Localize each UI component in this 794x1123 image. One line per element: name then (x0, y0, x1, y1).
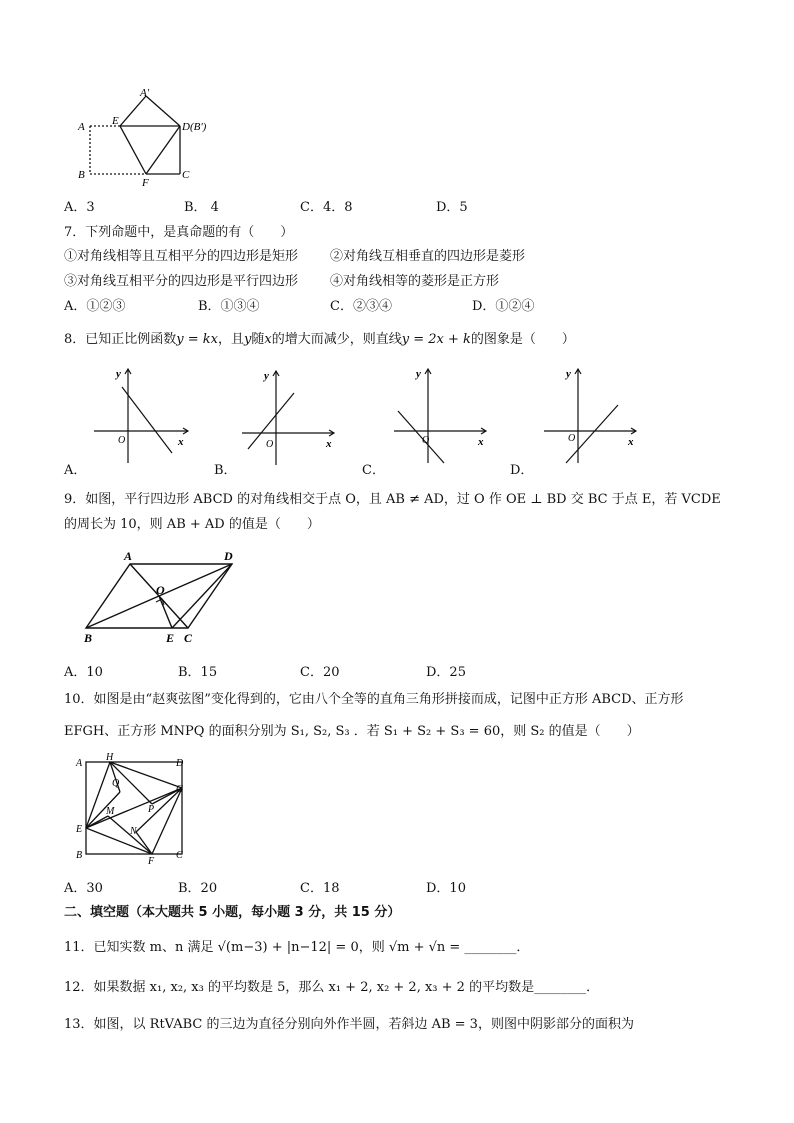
q9-figure (80, 548, 250, 648)
svg-text:y: y (416, 368, 421, 380)
fig6-label-B: B (78, 169, 85, 181)
q6-option-b[interactable]: B． 4 (184, 200, 219, 215)
q9-option-c[interactable]: C．20 (300, 665, 340, 680)
q9-option-b[interactable]: B．15 (178, 665, 218, 680)
fig10-label-A: A (76, 758, 83, 769)
fig9-label-D: D (224, 549, 233, 563)
fig6-label-A: A (78, 121, 85, 133)
q8-stem-part-e: 的图象是（ ） (470, 332, 575, 347)
svg-text:y: y (116, 368, 121, 380)
fig10-label-D: D (176, 758, 184, 769)
q8-option-c[interactable]: C． (362, 463, 385, 478)
q8-stem-part-b: ，且 (218, 332, 245, 347)
svg-text:x: x (178, 436, 184, 448)
svg-text:O: O (568, 433, 576, 444)
q12-text: 12．如果数据 x₁, x₂, x₃ 的平均数是 5，那么 x₁ + 2, x₂ + 2, x₃ + 2 的平均数是________． (64, 980, 600, 995)
q8-stem-part-d: 的增大而减少，则直线 (271, 332, 402, 347)
q10-option-b[interactable]: B．20 (178, 881, 218, 896)
fig6-label-A-prime: A' (140, 87, 150, 99)
svg-text:O: O (422, 435, 430, 446)
q8-equation-2: y = 2x + k (401, 332, 471, 347)
q8-graph-b (238, 367, 348, 467)
fig10-label-Q: Q (112, 778, 120, 789)
q7-stem: 7．下列命题中，是真命题的有（ ） (64, 225, 294, 240)
q6-option-a[interactable]: A．3 (64, 200, 95, 215)
fig9-label-A: A (124, 549, 133, 563)
fig10-label-E: E (76, 824, 83, 835)
q10-line-1: 10．如图是由“赵爽弦图”变化得到的，它由八个全等的直角三角形拼接而成，记图中正方形 ABCD、正方形 (64, 692, 684, 707)
q7-proposition-1: ①对角线相等且互相平分的四边形是矩形 (64, 249, 299, 264)
q10-option-a[interactable]: A．30 (64, 881, 103, 896)
q7-proposition-4: ④对角线相等的菱形是正方形 (330, 274, 500, 289)
svg-text:x: x (628, 436, 634, 448)
q8-graph-a (90, 365, 200, 465)
q9-line-1: 9．如图，平行四边形 ABCD 的对角线相交于点 O，且 AB ≠ AD，过 O 作 OE ⊥ BD 交 BC 于点 E，若 VCDE (64, 492, 721, 507)
q10-option-c[interactable]: C．18 (300, 881, 340, 896)
q8-option-d[interactable]: D． (510, 463, 534, 478)
q8-y-var: y (244, 332, 252, 347)
fig9-label-E: E (166, 631, 175, 645)
fig10-label-B: B (76, 850, 83, 861)
fig9-label-O: O (156, 583, 165, 597)
svg-text:O: O (118, 435, 126, 446)
q9-option-d[interactable]: D．25 (426, 665, 466, 680)
fig10-label-P: P (148, 804, 155, 815)
q6-figure (62, 86, 252, 186)
svg-text:y: y (264, 370, 269, 382)
fig10-label-N: N (130, 826, 137, 837)
q8-option-b[interactable]: B． (214, 463, 237, 478)
fig9-label-B: B (84, 631, 93, 645)
q8-option-a[interactable]: A． (64, 463, 87, 478)
fig10-label-C: C (176, 850, 183, 861)
fig9-label-C: C (184, 631, 193, 645)
q7-option-b[interactable]: B．①③④ (198, 299, 260, 314)
q7-option-a[interactable]: A．①②③ (64, 299, 126, 314)
fig10-label-M: M (106, 806, 115, 817)
q6-option-c[interactable]: C．4．8 (300, 200, 353, 215)
fig10-label-F: F (148, 856, 155, 867)
q8-stem-part-c: 随 (251, 332, 265, 347)
q11-text: 11．已知实数 m、n 满足 √(m−3) + |n−12| = 0，则 √m + √n = ________． (64, 940, 530, 955)
svg-text:x: x (326, 438, 332, 450)
svg-text:O: O (266, 439, 274, 450)
q6-option-d[interactable]: D．5 (436, 200, 468, 215)
q9-line-2: 的周长为 10，则 AB + AD 的值是（ ） (64, 517, 320, 532)
q8-graph-c (390, 365, 500, 465)
q7-proposition-2: ②对角线互相垂直的四边形是菱形 (330, 249, 526, 264)
svg-text:x: x (478, 436, 484, 448)
q7-proposition-3: ③对角线互相平分的四边形是平行四边形 (64, 274, 299, 289)
svg-text:y: y (566, 368, 571, 380)
fig6-label-F: F (142, 177, 149, 186)
fig6-label-D: D(B') (182, 121, 207, 133)
q8-x-var: x (264, 332, 272, 347)
fig10-label-H: H (106, 752, 114, 763)
q10-option-d[interactable]: D．10 (426, 881, 466, 896)
q10-line-2: EFGH、正方形 MNPQ 的面积分别为 S₁, S₂, S₃ ．若 S₁ + S₂ + S₃ = 60，则 S₂ 的值是（ ） (64, 724, 640, 739)
q8-graph-d (540, 365, 650, 465)
q8-equation-1: y = kx (176, 332, 218, 347)
section-2-heading: 二、填空题（本大题共 5 小题，每小题 3 分，共 15 分） (64, 905, 401, 920)
q13-text: 13．如图，以 RtVABC 的三边为直径分别向外作半圆，若斜边 AB = 3，则图中阴影部分的面积为 (64, 1017, 634, 1032)
q8-stem-part-a: 8．已知正比例函数 (64, 332, 177, 347)
fig10-label-G: G (176, 784, 184, 795)
q7-option-c[interactable]: C．②③④ (330, 299, 392, 314)
q9-option-a[interactable]: A．10 (64, 665, 103, 680)
fig6-label-C: C (182, 169, 190, 181)
q8-stem (64, 328, 575, 347)
q10-figure (72, 752, 192, 868)
fig6-label-E: E (112, 115, 119, 127)
q7-option-d[interactable]: D．①②④ (472, 299, 535, 314)
